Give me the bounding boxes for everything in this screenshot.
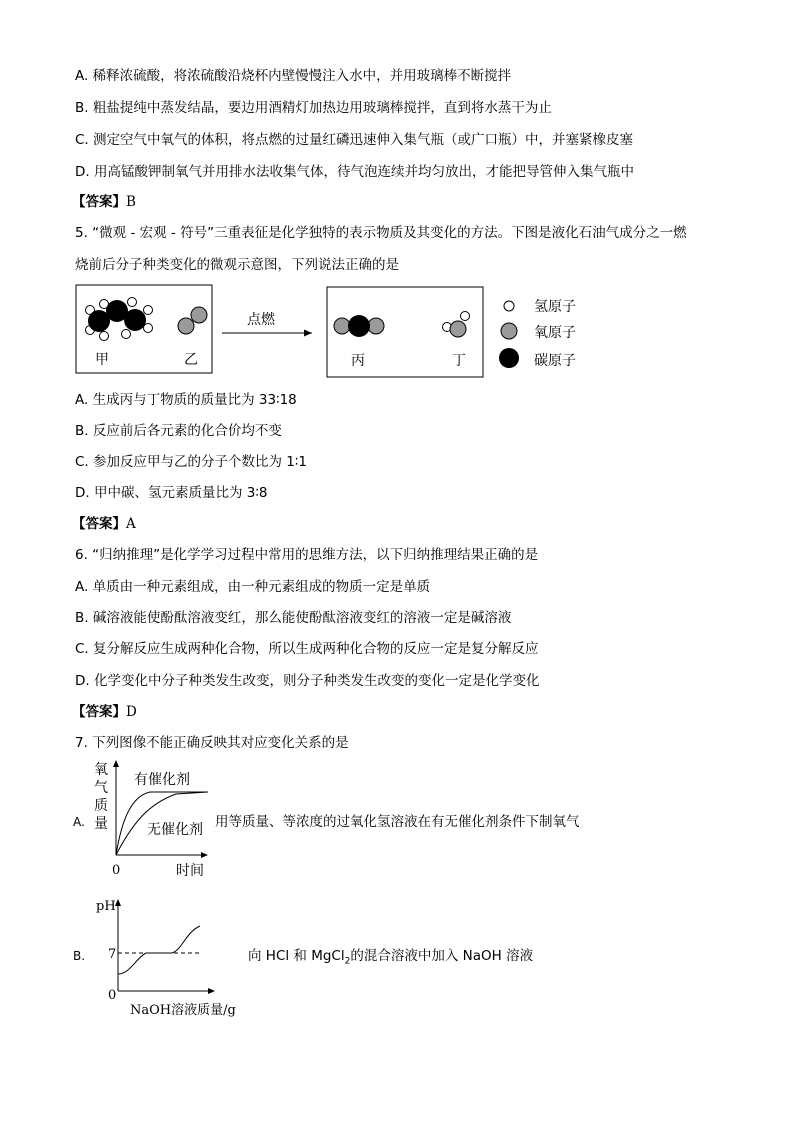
q5-option-d: D. 甲中碳、氢元素质量比为 3∶8 [75,485,268,501]
graph-a-ylabel-4: 量 [94,816,108,832]
q5-stem-line2: 烧前后分子种类变化的微观示意图，下列说法正确的是 [75,257,399,273]
label-jia: 甲 [95,352,109,368]
q4-answer: 【答案】B [72,194,136,210]
water-molecule [443,312,470,338]
q7-option-a-text: 用等质量、等浓度的过氧化氢溶液在有无催化剂条件下制氧气 [215,814,580,830]
legend-carbon-label: 碳原子 [534,353,576,369]
q6-option-c: C. 复分解反应生成两种化合物，所以生成两种化合物的反应一定是复分解反应 [75,641,539,657]
q6-stem: 6. “归纳推理”是化学学习过程中常用的思维方法，以下归纳推理结果正确的是 [75,547,539,563]
propane-molecule [86,298,153,341]
curve-label-with-catalyst: 有催化剂 [134,772,190,788]
q4-option-d: D. 用高锰酸钾制氧气并用排水法收集气体，待气泡连续并均匀放出，才能把导管伸入集气瓶中 [75,164,634,180]
q4-option-a: A. 稀释浓硫酸，将浓硫酸沿烧杯内壁慢慢注入水中，并用玻璃棒不断搅拌 [75,68,512,84]
q7-option-b-text: 向 HCl 和 MgCl$_2$的混合溶液中加入 NaOH 溶液 [248,948,534,967]
legend-oxygen-label: 氧原子 [534,325,576,341]
q5-stem-line1: 5. “微观 - 宏观 - 符号”三重表征是化学独特的表示物质及其变化的方法。下图是液化石油气成分之一燃 [75,225,687,241]
label-bing: 丙 [351,353,365,369]
q6-option-d: D. 化学变化中分子种类发生改变，则分子种类发生改变的变化一定是化学变化 [75,673,540,689]
graph-b-ylabel: pH [96,899,116,914]
graph-b-x-arrow-icon [208,988,215,994]
q7-stem: 7. 下列图像不能正确反映其对应变化关系的是 [75,735,349,751]
curve-label-without-catalyst: 无催化剂 [147,822,203,838]
graph-a-ylabel-1: 氧 [94,762,108,778]
graph-a-ylabel-3: 质 [94,798,108,814]
co2-molecule [334,315,384,337]
legend-oxygen-icon [501,323,517,339]
graph-a-origin: 0 [112,863,121,878]
q5-molecule-diagram [0,0,794,400]
graph-a-x-arrow-icon [201,852,208,858]
q6-option-a: A. 单质由一种元素组成，由一种元素组成的物质一定是单质 [75,579,431,595]
q5-option-b: B. 反应前后各元素的化合价均不变 [75,423,282,439]
arrow-label: 点燃 [247,312,275,328]
graph-b-curve [118,926,200,974]
q5-option-a: A. 生成丙与丁物质的质量比为 33∶18 [75,392,297,408]
q6-answer: 【答案】D [72,704,137,720]
graph-a-xlabel: 时间 [176,863,204,879]
q5-answer: 【答案】A [72,516,136,532]
oxygen-molecule [178,307,207,334]
q4-option-c: C. 测定空气中氧气的体积，将点燃的过量红磷迅速伸入集气瓶（或广口瓶）中，并塞紧橡皮塞 [75,132,634,148]
graph-a-y-arrow-icon [113,760,119,767]
graph-b-tick-7: 7 [108,947,117,962]
graph-b-xlabel: NaOH溶液质量/g [130,1003,236,1018]
legend-hydrogen-label: 氢原子 [534,299,576,315]
legend-hydrogen-icon [504,301,514,311]
q5-option-c: C. 参加反应甲与乙的分子个数比为 1∶1 [75,454,307,470]
q7-option-a-letter: A. [73,815,85,829]
q4-option-b: B. 粗盐提纯中蒸发结晶，要边用酒精灯加热边用玻璃棒搅拌，直到将水蒸干为止 [75,100,552,116]
label-ding: 丁 [452,353,466,369]
graph-b-origin: 0 [108,988,117,1003]
arrow-head-icon [304,330,312,337]
graph-b-y-arrow-icon [115,899,121,906]
graph-a-ylabel-2: 气 [94,780,108,796]
q6-option-b: B. 碱溶液能使酚酞溶液变红，那么能使酚酞溶液变红的溶液一定是碱溶液 [75,610,512,626]
legend-carbon-icon [499,348,519,368]
q7-option-b-letter: B. [73,949,86,963]
label-yi: 乙 [184,352,198,368]
